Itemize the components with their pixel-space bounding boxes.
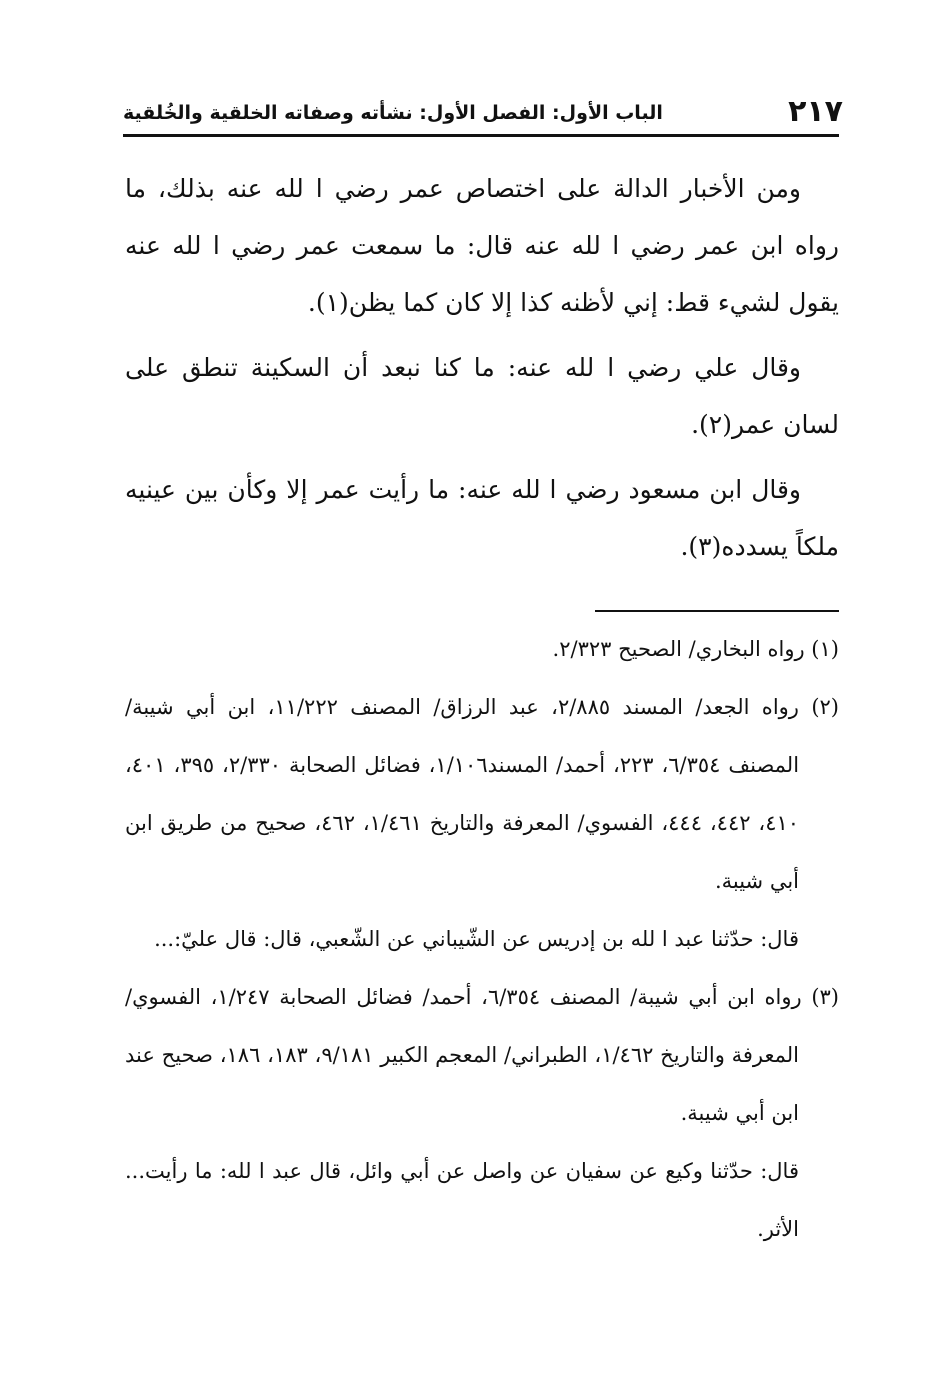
footnotes [125,620,839,1258]
footnote-1: (١) رواه البخاري/ الصحيح ٢/٣٢٣. [552,637,839,661]
main-text [125,160,839,583]
running-header [123,92,843,136]
footnote-2: (٢) رواه الجعد/ المسند ٢/٨٨٥، عبد الرزاق/ المصنف ١١/٢٢٢، ابن أبي شيبة/ المصنف ٦/٣٥٤، ٢٢٣، أحمد/ المسند١/١٠٦، فضائل الصحابة ٢/٣٣٠، ٣٩٥، ٤٠١، ٤١٠، ٤٤٢، ٤٤٤، الفسوي/ المعرفة والتاريخ ١/٤٦١، ٤٦٢، صحيح من طريق ابن أبي شيبة. [125,695,839,893]
header-rule [123,134,839,137]
footnote-separator [595,610,839,612]
body-paragraph: وقال علي رضي ا لله عنه: ما كنا نبعد أن السكينة تنطق على لسان عمر(٢). [125,353,839,439]
footnote-2-isnad: قال: حدّثنا عبد ا لله بن إدريس عن الشّيباني عن الشّعبي، قال: قال عليّ:... [154,927,799,951]
body-paragraph: ومن الأخبار الدالة على اختصاص عمر رضي ا لله عنه بذلك، ما رواه ابن عمر رضي ا لله عنه قال: ما سمعت عمر رضي ا لله عنه يقول لشيء قط: إني لأظنه كذا إلا كان كما يظن(١). [125,174,839,317]
chapter-heading: الباب الأول: الفصل الأول: نشأته وصفاته الخلقية والخُلقية [123,102,663,124]
footnote-3: (٣) رواه ابن أبي شيبة/ المصنف ٦/٣٥٤، أحمد/ فضائل الصحابة ١/٢٤٧، الفسوي/ المعرفة والتاريخ ١/٤٦٢، الطبراني/ المعجم الكبير ٩/١٨١، ١٨٣، ١٨٦، صحيح عند ابن أبي شيبة. [125,985,839,1125]
footnote-3-isnad: قال: حدّثنا وكيع عن سفيان عن واصل عن أبي وائل، قال عبد ا لله: ما رأيت... الأثر. [125,1159,799,1241]
body-paragraph: وقال ابن مسعود رضي ا لله عنه: ما رأيت عمر إلا وكأن بين عينيه ملكاً يسدده(٣). [125,475,839,561]
page-number: ٢١٧ [788,94,843,129]
